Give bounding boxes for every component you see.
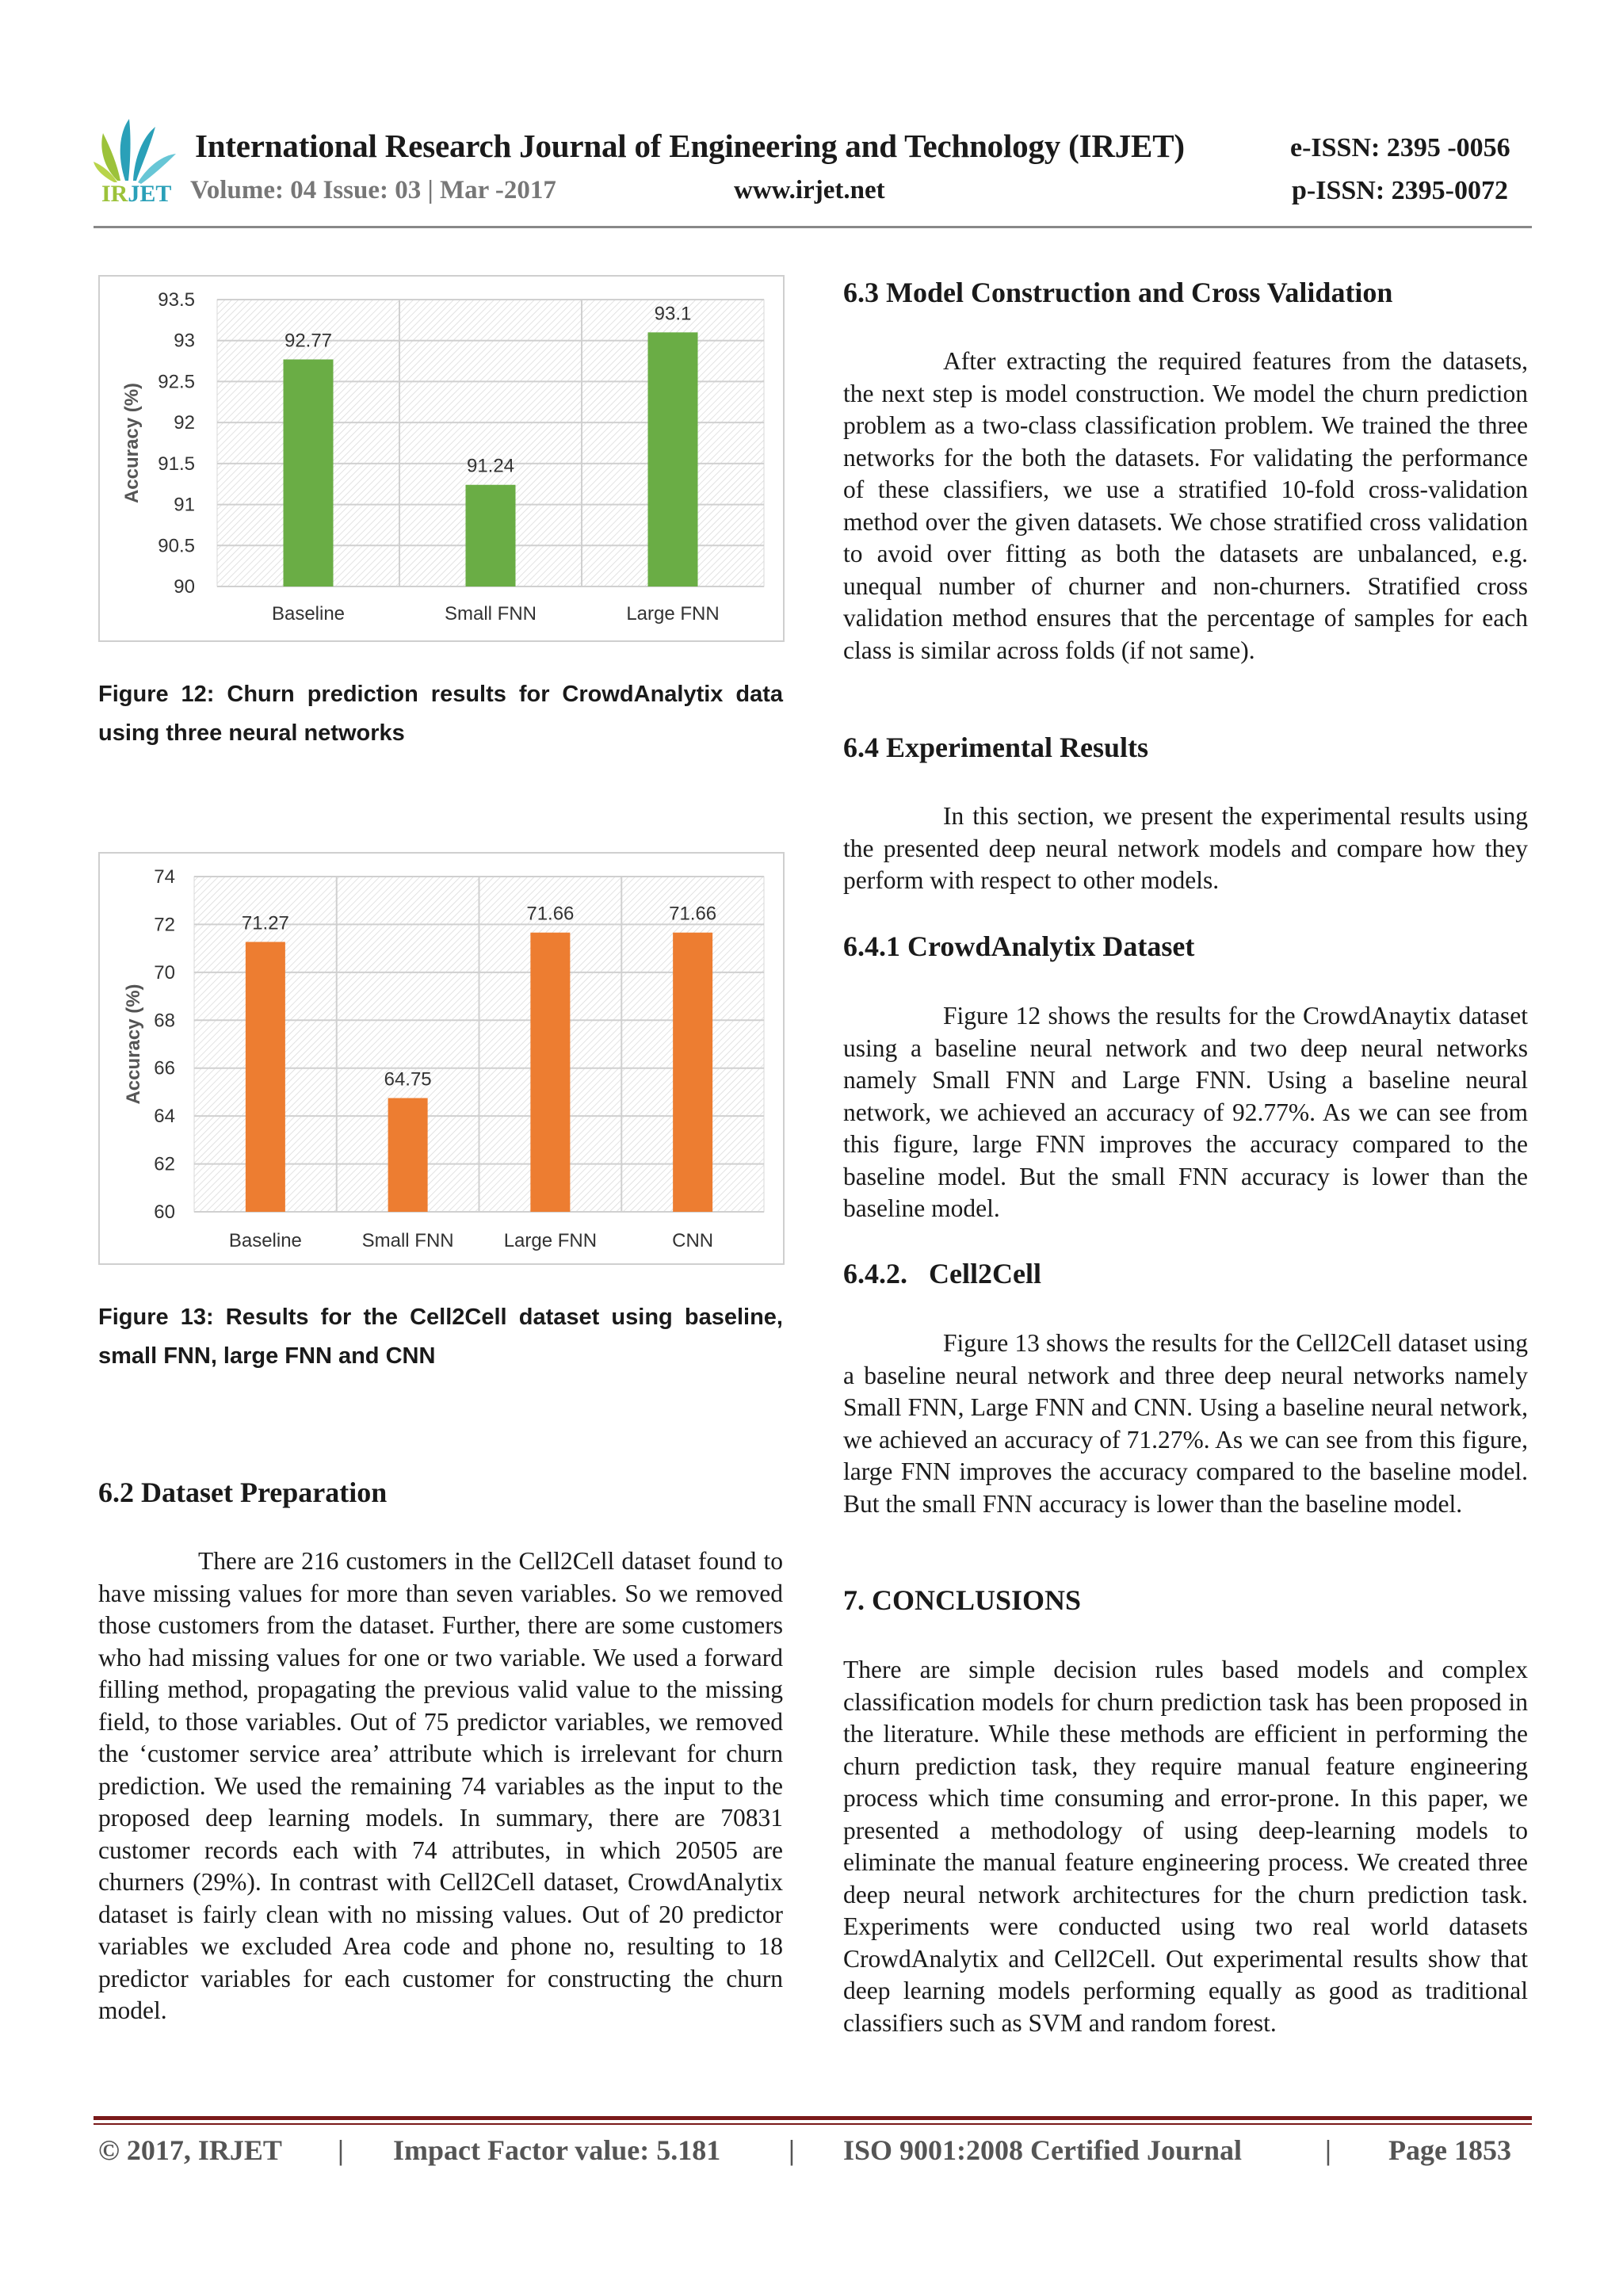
y-tick-label: 93 [174,330,195,352]
x-tick-label: Small FNN [361,1230,454,1251]
y-tick-label: 74 [154,866,175,888]
p-issn: p-ISSN: 2395-0072 [1292,176,1508,205]
figure-12-chart [98,275,785,642]
section-6-3-body: After extracting the required features from the datasets, the next step is model construction. We model the churn prediction problem as a two-class classification problem. We trained the three networks for the both the datasets. For validating the performance of these classifiers, we use a stratified 10-fold cross-validation method over the given datasets. We chose stratified cross validation to avoid over fitting as both the datasets are unbalanced, e.g. unequal number of churner and non-churners. Stratified cross validation method ensures that the percentage of samples for each class is similar across folds (if not same). [843,347,1528,664]
data-label: 93.1 [654,303,692,325]
data-label: 91.24 [466,455,515,477]
section-6-2-body: There are 216 customers in the Cell2Cell dataset found to have missing values for more than seven variables. So we removed those customers from the dataset. Further, there are some customers who had missing values for one or two variable. We used a forward filling method, propagating the previous valid value to the missing field, to those variables. Out of 75 predictor variables, we removed the ‘customer service area’ attribute which is irrelevant for churn prediction. We used the remaining 74 variables as the input to the proposed deep learning models. In summary, there are 70831 customer records each with 74 attributes, in which 20505 are churners (29%). In contrast with Cell2Cell dataset, CrowdAnalytix dataset is fairly clean with no missing values. Out of 20 predictor variables we excluded Area code and phone no, resulting to 18 predictor variables for each customer for constructing the churn model. [98,1547,783,2024]
data-label: 71.66 [526,903,575,925]
bar-baseline [284,360,334,586]
data-label: 92.77 [284,330,333,352]
section-6-4-2-heading: 6.4.2. Cell2Cell [843,1258,1041,1289]
y-axis-label: Accuracy (%) [123,984,144,1105]
x-tick-label: CNN [672,1230,714,1251]
section-6-2-heading: 6.2 Dataset Preparation [98,1477,388,1508]
website-link[interactable]: www.irjet.net [734,176,885,204]
section-6-3-text [843,346,1528,667]
y-tick-label: 92.5 [158,371,195,393]
footer-separator: | [1325,2134,1331,2166]
y-tick-label: 91.5 [158,453,195,475]
footer-divider [94,2116,1532,2120]
y-tick-label: 90.5 [158,535,195,557]
y-tick-label: 60 [154,1201,175,1223]
section-7-body: There are simple decision rules based models and complex classification models for churn prediction task has been proposed in the literature. While these methods are efficient in performing the churn prediction task, they require manual feature engineering process which time consuming and error-prone. In this paper, we presented a methodology of using deep-learning models to eliminate the manual feature engineering process. We created three deep neural network architectures for the churn prediction task. Experiments were conducted using two real world datasets CrowdAnalytix and Cell2Cell. Out experimental results show that deep learning models performing equally as good as traditional classifiers such as SVM and random forest. [843,1656,1528,2037]
x-tick-label: Small FNN [444,603,537,625]
section-6-4-1-heading: 6.4.1 CrowdAnalytix Dataset [843,930,1195,962]
y-tick-label: 64 [154,1106,175,1128]
y-tick-label: 92 [174,412,195,434]
data-label: 64.75 [384,1068,432,1091]
section-6-4-1-text [843,1000,1528,1225]
y-tick-label: 90 [174,576,195,598]
bar-cnn [673,933,712,1212]
x-tick-label: Baseline [271,603,346,625]
section-6-2-text [98,1545,783,2027]
section-6-4-text [843,800,1528,897]
bar-large-fnn [648,332,698,586]
logo-leaves-icon [94,117,181,185]
section-7-text [843,1654,1528,2039]
footer-impact-factor: Impact Factor value: 5.181 [393,2134,721,2166]
y-tick-label: 91 [174,494,195,516]
y-tick-label: 62 [154,1153,175,1175]
y-tick-label: 70 [154,961,175,984]
chart-12-svg [100,277,783,640]
logo-text: IRJET [101,181,172,207]
data-label: 71.27 [241,912,289,934]
bar-small-fnn [388,1098,428,1212]
header-divider [94,226,1532,228]
x-tick-label: Baseline [228,1230,302,1251]
journal-title: International Research Journal of Engineering and Technology (IRJET) [195,128,1185,164]
section-6-4-2-text [843,1328,1528,1520]
figure-13-caption: Figure 13: Results for the Cell2Cell dataset using baseline, small FNN, large FNN and CNN [98,1305,783,1369]
footer-separator: | [789,2134,795,2166]
section-6-4-body: In this section, we present the experimental results using the presented deep neural network models and compare how they perform with respect to other models. [843,802,1528,894]
footer-separator: | [338,2134,344,2166]
y-tick-label: 66 [154,1057,175,1079]
x-tick-label: Large FNN [626,603,720,625]
bar-large-fnn [530,933,570,1212]
volume-issue: Volume: 04 Issue: 03 | Mar -2017 [190,176,556,204]
section-6-4-heading: 6.4 Experimental Results [843,732,1148,763]
section-6-4-2-body: Figure 13 shows the results for the Cell2Cell dataset using a baseline neural network and three deep neural networks namely Small FNN, Large FNN and CNN. Using a baseline neural network, we achieved an accuracy of 71.27%. As we can see from this figure, large FNN improves the accuracy compared to the baseline model. But the small FNN accuracy is lower than the baseline model. [843,1329,1528,1518]
footer-page-number: Page 1853 [1388,2134,1511,2166]
y-axis-label: Accuracy (%) [121,382,143,504]
footer-iso: ISO 9001:2008 Certified Journal [843,2134,1242,2166]
e-issn: e-ISSN: 2395 -0056 [1290,133,1510,162]
section-7-heading: 7. CONCLUSIONS [843,1584,1082,1616]
y-tick-label: 93.5 [158,289,195,311]
y-tick-label: 68 [154,1010,175,1032]
figure-13-chart [98,852,785,1265]
data-label: 71.66 [669,903,717,925]
section-6-3-heading: 6.3 Model Construction and Cross Validation [843,277,1393,308]
footer-divider-thin [94,2123,1532,2125]
bar-small-fnn [466,485,516,586]
bar-baseline [246,942,285,1212]
section-6-4-1-body: Figure 12 shows the results for the CrowdAnaytix dataset using a baseline neural network and two deep neural networks namely Small FNN and Large FNN. Using a baseline neural network, we achieved an accuracy of 92.77%. As we can see from this figure, large FNN improves the accuracy compared to the baseline model. But the small FNN accuracy is lower than the baseline model. [843,1002,1528,1222]
footer-copyright: © 2017, IRJET [98,2134,282,2166]
chart-13-svg [100,854,783,1263]
x-tick-label: Large FNN [503,1230,598,1251]
y-tick-label: 72 [154,914,175,936]
figure-12-caption: Figure 12: Churn prediction results for CrowdAnalytix data using three neural networks [98,682,783,746]
